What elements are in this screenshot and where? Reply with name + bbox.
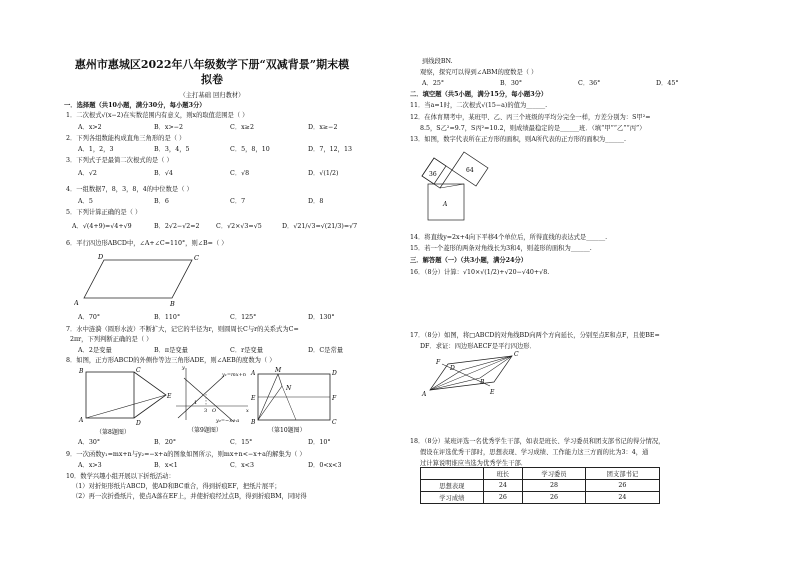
- square-64-label: 64: [466, 167, 474, 174]
- label-c: C: [136, 367, 141, 374]
- label-a: A: [251, 370, 256, 377]
- label-y2: y₂=−x+a: [216, 418, 240, 424]
- q7-option-b: B．π是变量: [154, 347, 188, 354]
- question-3: 3．下列式子是最简二次根式的是（ ）: [66, 157, 173, 164]
- question-17-line-2: DF．求证：四边形AECF是平行四边形．: [420, 343, 536, 350]
- label-e: E: [490, 389, 495, 396]
- q4-option-d: D．8: [308, 198, 324, 205]
- label-f: F: [332, 395, 337, 402]
- label-d: D: [450, 365, 455, 372]
- table-cell: 思想表现: [421, 480, 484, 492]
- q10-continued-line-1: 到线段BN.: [422, 58, 453, 65]
- question-16: 16．（8分）计算：√10×√(1/2)+√20−√40+√8.: [410, 269, 550, 276]
- table-cell: 学习成绩: [421, 492, 484, 504]
- q4-option-b: B．6: [154, 198, 169, 205]
- question-10-line-1: 10．数学兴趣小组开展以下折纸活动：: [66, 473, 175, 480]
- label-c: C: [194, 254, 199, 262]
- squares-area-figure-q13: [418, 146, 508, 226]
- line-graph-figure-q9: [172, 364, 252, 436]
- question-5: 5．下列计算正确的是（ ）: [66, 209, 142, 216]
- question-13: 13．如图，数字代表所在正方形的面积，则A所代表的正方形的面积为______.: [410, 136, 627, 143]
- q8-option-c: C．15°: [230, 439, 253, 446]
- label-d: D: [136, 420, 141, 427]
- section-heading-3: 三．解答题（一）（共3小题，满分24分）: [410, 257, 528, 264]
- q1-option-a: A．x>2: [78, 124, 102, 131]
- question-11: 11．当a=1时，二次根式√(15−a)的值为______.: [410, 102, 548, 109]
- q7-option-c: C．r是变量: [230, 347, 264, 354]
- q9-option-b: B．x<1: [154, 462, 178, 469]
- question-10-line-2: （1）对折矩形纸片ABCD，使AD和BC重合，得到折痕EF，把纸片展平；: [72, 483, 281, 490]
- table-cell: 26: [585, 480, 659, 492]
- question-9: 9．一次函数y₁=mx+n与y₂=−x+a的图象如图所示，则mx+n<−x+a的解集为（ ）: [66, 451, 306, 458]
- q2-option-d: D．7，12，13: [308, 146, 352, 153]
- q1-option-d: D．x≥−2: [308, 124, 338, 131]
- q6-option-a: A．70°: [78, 314, 101, 321]
- figure-9-caption: （第9题图）: [188, 427, 222, 434]
- title-line-1: 惠州市惠城区2022年八年级数学下册“双减背景”期末模: [74, 58, 350, 71]
- q4-option-c: C．7: [230, 198, 246, 205]
- label-c: C: [332, 419, 337, 426]
- label-e: E: [251, 395, 256, 402]
- q5-option-b: B．2√2−√2=2: [154, 223, 200, 230]
- table-header-cell: 团支部书记: [585, 468, 659, 480]
- parallelogram-diagonal-figure-q17: [420, 348, 524, 400]
- label-a: A: [74, 299, 79, 307]
- page-subtitle: （主打基础 回归教材）: [179, 92, 245, 99]
- table-header-row: [421, 468, 660, 480]
- question-18-line-3: 过计算说明谁应当选为优秀学生干部．: [420, 460, 528, 467]
- question-18-line-2: 假设在评选优秀干部时，思想表现、学习成绩、工作能力这三方面的比为3：4，通: [420, 449, 649, 456]
- table-header-cell: [421, 468, 484, 480]
- question-12-line-2: 8.5，S乙²=9.7，S丙²=10.2，则成绩最稳定的是______班．（填“甲”“乙”“丙”）: [420, 125, 646, 132]
- q10-option-b: B．30°: [500, 80, 523, 87]
- figure-10-caption: （第10题图）: [268, 427, 306, 434]
- q8-option-d: D．10°: [308, 439, 331, 446]
- score-table: [420, 467, 660, 504]
- label-y1: y₁=mx+n: [222, 372, 246, 378]
- tick-3: 3: [204, 408, 208, 414]
- q1-option-b: B．x>−2: [154, 124, 184, 131]
- square-triangle-figure-q8: [76, 366, 176, 436]
- question-17-line-1: 17．（8分）如图，将□ABCD的对角线BD向两个方向延长，分别至点E和点F，且使BE=: [410, 332, 660, 339]
- table-cell: 28: [523, 480, 586, 492]
- question-14: 14．将直线y=2x+4向下平移4个单位后，所得直线的表达式是______.: [410, 234, 608, 241]
- table-cell: 26: [523, 492, 586, 504]
- q7-option-a: A．2是变量: [78, 347, 112, 354]
- question-1: 1．二次根式√(x−2)在实数范围内有意义，则x的取值范围是（ ）: [66, 112, 249, 119]
- table-cell: 26: [483, 492, 523, 504]
- square-a-label: A: [443, 201, 448, 208]
- page-title: [62, 58, 362, 88]
- label-b: B: [170, 300, 175, 308]
- table-cell: 24: [483, 480, 523, 492]
- label-b: B: [480, 379, 485, 386]
- q2-option-b: B．3，4，5: [154, 146, 190, 153]
- square-36-label: 36: [429, 171, 437, 178]
- q5-option-d: D．√21/√3=√(21/3)=√7: [282, 223, 358, 230]
- label-x-axis: x: [246, 408, 249, 414]
- title-line-2: 拟卷: [201, 72, 223, 86]
- question-2: 2．下列各组数能构成直角三角形的是（ ）: [66, 135, 186, 142]
- folded-rectangle-figure-q10: [248, 364, 342, 436]
- q9-option-d: D．0<x<3: [308, 462, 342, 469]
- question-18-line-1: 18．（8分）某班评选一名优秀学生干部，如表是班长、学习委员和团支部书记的得分情况，: [410, 438, 665, 445]
- label-d: D: [98, 253, 104, 261]
- table-header-cell: 学习委员: [523, 468, 586, 480]
- question-10-line-3: （2）再一次折叠纸片，使点A落在EF上，并使折痕经过点B，得到折痕BM，同时得: [72, 493, 307, 500]
- table-row: [421, 492, 660, 504]
- q5-option-c: C．√2×√3=√5: [216, 223, 262, 230]
- parallelogram-figure-q6: [74, 250, 204, 308]
- section-heading-1: 一．选择题（共10小题，满分30分，每小题3分）: [64, 102, 206, 109]
- q6-option-b: B．110°: [154, 314, 181, 321]
- label-m: M: [275, 367, 282, 374]
- section-heading-2: 二．填空题（共5小题，满分15分，每小题3分）: [410, 91, 548, 98]
- q10-option-a: A．25°: [422, 80, 445, 87]
- question-7-line-1: 7．水中涟漪（圆形水波）不断扩大，记它的半径为r，则圆周长C与r的关系式为C=: [66, 326, 299, 333]
- label-y-axis: y: [182, 365, 185, 371]
- table-cell: 24: [585, 492, 659, 504]
- question-15: 15．若一个菱形的两条对角线长为3和4，则菱形的面积为______.: [410, 245, 592, 252]
- label-b: B: [251, 419, 256, 426]
- q8-option-b: B．20°: [154, 439, 177, 446]
- q9-option-c: C．x<3: [230, 462, 254, 469]
- q3-option-b: B．√4: [154, 170, 173, 177]
- label-b: B: [79, 368, 84, 375]
- label-a: A: [79, 417, 84, 424]
- table-header-cell: 班长: [483, 468, 523, 480]
- question-6: 6．平行四边形ABCD中，∠A+∠C=110°，则∠B=（ ）: [66, 240, 228, 247]
- q6-option-d: D．130°: [308, 314, 335, 321]
- q7-option-d: D．C是常量: [308, 347, 344, 354]
- label-f: F: [436, 359, 441, 366]
- q10-continued-line-2: 观察，探究可以得到∠ABM的度数是（ ）: [420, 69, 538, 76]
- q2-option-c: C．5，8，10: [230, 146, 270, 153]
- question-12-line-1: 12．在体育期考中，某班甲、乙、丙三个班级的平均分完全一样，方差分别为：S甲²=: [410, 114, 651, 121]
- q3-option-c: C．√8: [230, 170, 250, 177]
- label-e: E: [167, 393, 172, 400]
- question-7-line-2: 2πr，下列判断正确的是（ ）: [70, 336, 153, 343]
- q3-option-d: D．√(1/2): [308, 170, 339, 177]
- label-n: N: [286, 385, 292, 392]
- label-a: A: [422, 391, 427, 398]
- q6-option-c: C．125°: [230, 314, 257, 321]
- q5-option-a: A．√(4+9)=√4+√9: [72, 223, 132, 230]
- tick-1: 1: [194, 400, 198, 406]
- label-o: O: [212, 408, 217, 414]
- label-d: D: [332, 370, 337, 377]
- table-row: [421, 480, 660, 492]
- q10-option-d: D．45°: [656, 80, 679, 87]
- q2-option-a: A．1，2，3: [78, 146, 114, 153]
- label-c: C: [514, 351, 519, 358]
- q8-option-a: A．30°: [78, 439, 101, 446]
- q10-option-c: C．36°: [578, 80, 601, 87]
- q1-option-c: C．x≥2: [230, 124, 254, 131]
- q4-option-a: A．5: [78, 198, 93, 205]
- figure-8-caption: （第8题图）: [96, 429, 130, 436]
- q9-option-a: A．x>3: [78, 462, 102, 469]
- question-8: 8．如图，正方形ABCD的外侧作等边三角形ADE，则∠AEB的度数为（ ）: [66, 357, 276, 364]
- q3-option-a: A．√2: [78, 170, 97, 177]
- question-4: 4．一组数据7，8，3，8，4的中位数是（ ）: [66, 186, 193, 193]
